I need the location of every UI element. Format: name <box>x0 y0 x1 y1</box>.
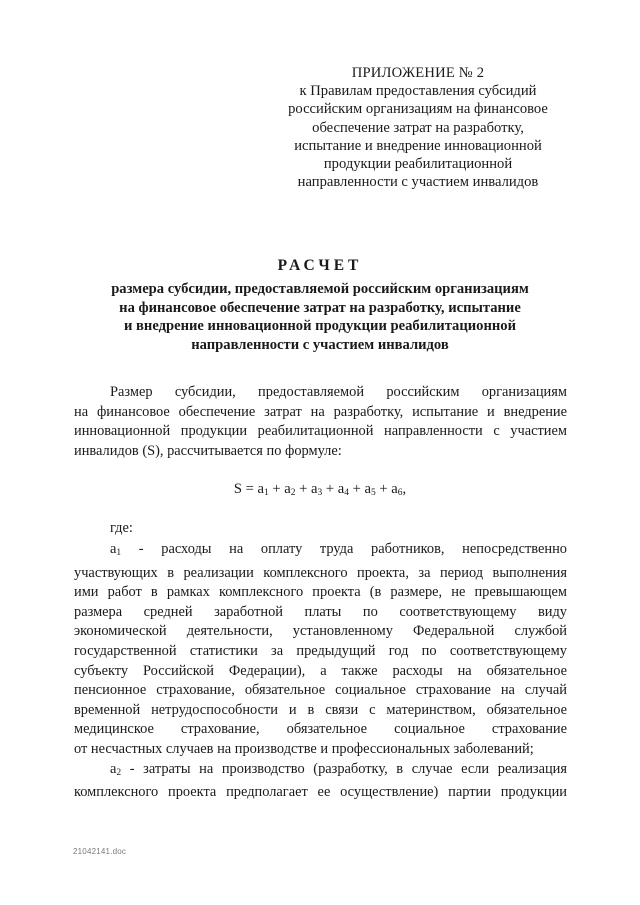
formula-operator: , <box>402 481 407 497</box>
paragraph-line: Размер субсидии, предоставляемой российским организациям <box>110 384 567 400</box>
formula-lhs: S = a <box>233 481 264 497</box>
appendix-line: направленности с участием инвалидов <box>297 174 539 191</box>
definition-a1-first-line <box>74 540 567 564</box>
definition-line: пенсионное страхование, обязательное социальное страхование на случай <box>74 682 567 699</box>
variable-symbol: a <box>110 541 117 557</box>
appendix-line: к Правилам предоставления субсидий <box>299 83 537 100</box>
formula-operator: + a <box>348 481 371 497</box>
variable-subscript: 1 <box>116 548 122 558</box>
formula-subscript: 4 <box>344 488 349 498</box>
paragraph-line: на финансовое обеспечение затрат на разработку, испытание и внедрение <box>74 403 567 420</box>
definition-line: государственной статистики за предыдущий год по соответствующему <box>74 642 567 659</box>
definition-text: - расходы на оплату труда работников, непосредственно <box>121 541 567 557</box>
definition-line: комплексного проекта предполагает ее осуществление) партии продукции <box>74 784 567 801</box>
appendix-block <box>283 64 553 191</box>
subtitle-line: на финансовое обеспечение затрат на разработку, испытание <box>119 299 521 316</box>
appendix-line: продукции реабилитационной <box>323 156 513 173</box>
definition-a2-first-line <box>74 760 567 784</box>
subtitle-line: размера субсидии, предоставляемой российским организациям <box>111 281 529 297</box>
paragraph-line: инновационной продукции реабилитационной направленности с участием <box>74 423 567 440</box>
document-title: РАСЧЕТ <box>277 257 363 274</box>
formula-subscript: 2 <box>290 488 296 498</box>
definition-line: размера средней заработной платы по соответствующему виду <box>74 603 567 620</box>
formula-operator: + a <box>268 481 291 497</box>
definition-text: - затраты на производство (разработку, в случае если реализация <box>121 760 567 777</box>
appendix-line: российским организациям на финансовое <box>288 101 548 118</box>
appendix-line: испытание и внедрение инновационной <box>294 137 542 154</box>
definition-line: экономической деятельности, установленному Федеральной службой <box>74 623 567 640</box>
appendix-line: обеспечение затрат на разработку, <box>312 119 524 136</box>
paragraph-line: инвалидов (S), рассчитывается по формуле: <box>74 442 342 459</box>
formula-subscript: 6 <box>397 488 403 498</box>
definitions-list <box>74 540 567 803</box>
definition-line: временной нетрудоспособности и в связи с материнством, обязательное <box>74 701 567 718</box>
formula-operator: + a <box>295 481 318 497</box>
intro-paragraph <box>74 383 567 461</box>
definition-line: от несчастных случаев на производстве и профессиональных заболеваний; <box>74 740 534 757</box>
where-label: где: <box>110 520 133 536</box>
variable-subscript: 2 <box>116 767 122 778</box>
subtitle-line: направленности с участием инвалидов <box>191 336 449 353</box>
formula-subscript: 1 <box>263 488 269 498</box>
definition-line: ими работ в рамках комплексного проекта (в размере, не превышающем <box>74 584 567 601</box>
formula-subscript: 3 <box>317 488 323 498</box>
appendix-number: ПРИЛОЖЕНИЕ № 2 <box>351 65 485 81</box>
variable-symbol: a <box>110 760 117 777</box>
formula-operator: + a <box>322 481 345 497</box>
formula <box>0 481 640 498</box>
document-subtitle <box>70 280 570 354</box>
file-code: 21042141.doc <box>73 847 127 856</box>
definition-line: субъекту Российской Федерации), а также расходы на обязательное <box>74 662 567 679</box>
definition-line: медицинское страхование, обязательное социальное страхование <box>74 721 567 738</box>
definition-line: участвующих в реализации комплексного проекта, за период выполнения <box>74 564 567 581</box>
subtitle-line: и внедрение инновационной продукции реабилитационной <box>123 318 516 334</box>
formula-subscript: 5 <box>371 488 376 498</box>
formula-operator: + a <box>375 481 398 497</box>
